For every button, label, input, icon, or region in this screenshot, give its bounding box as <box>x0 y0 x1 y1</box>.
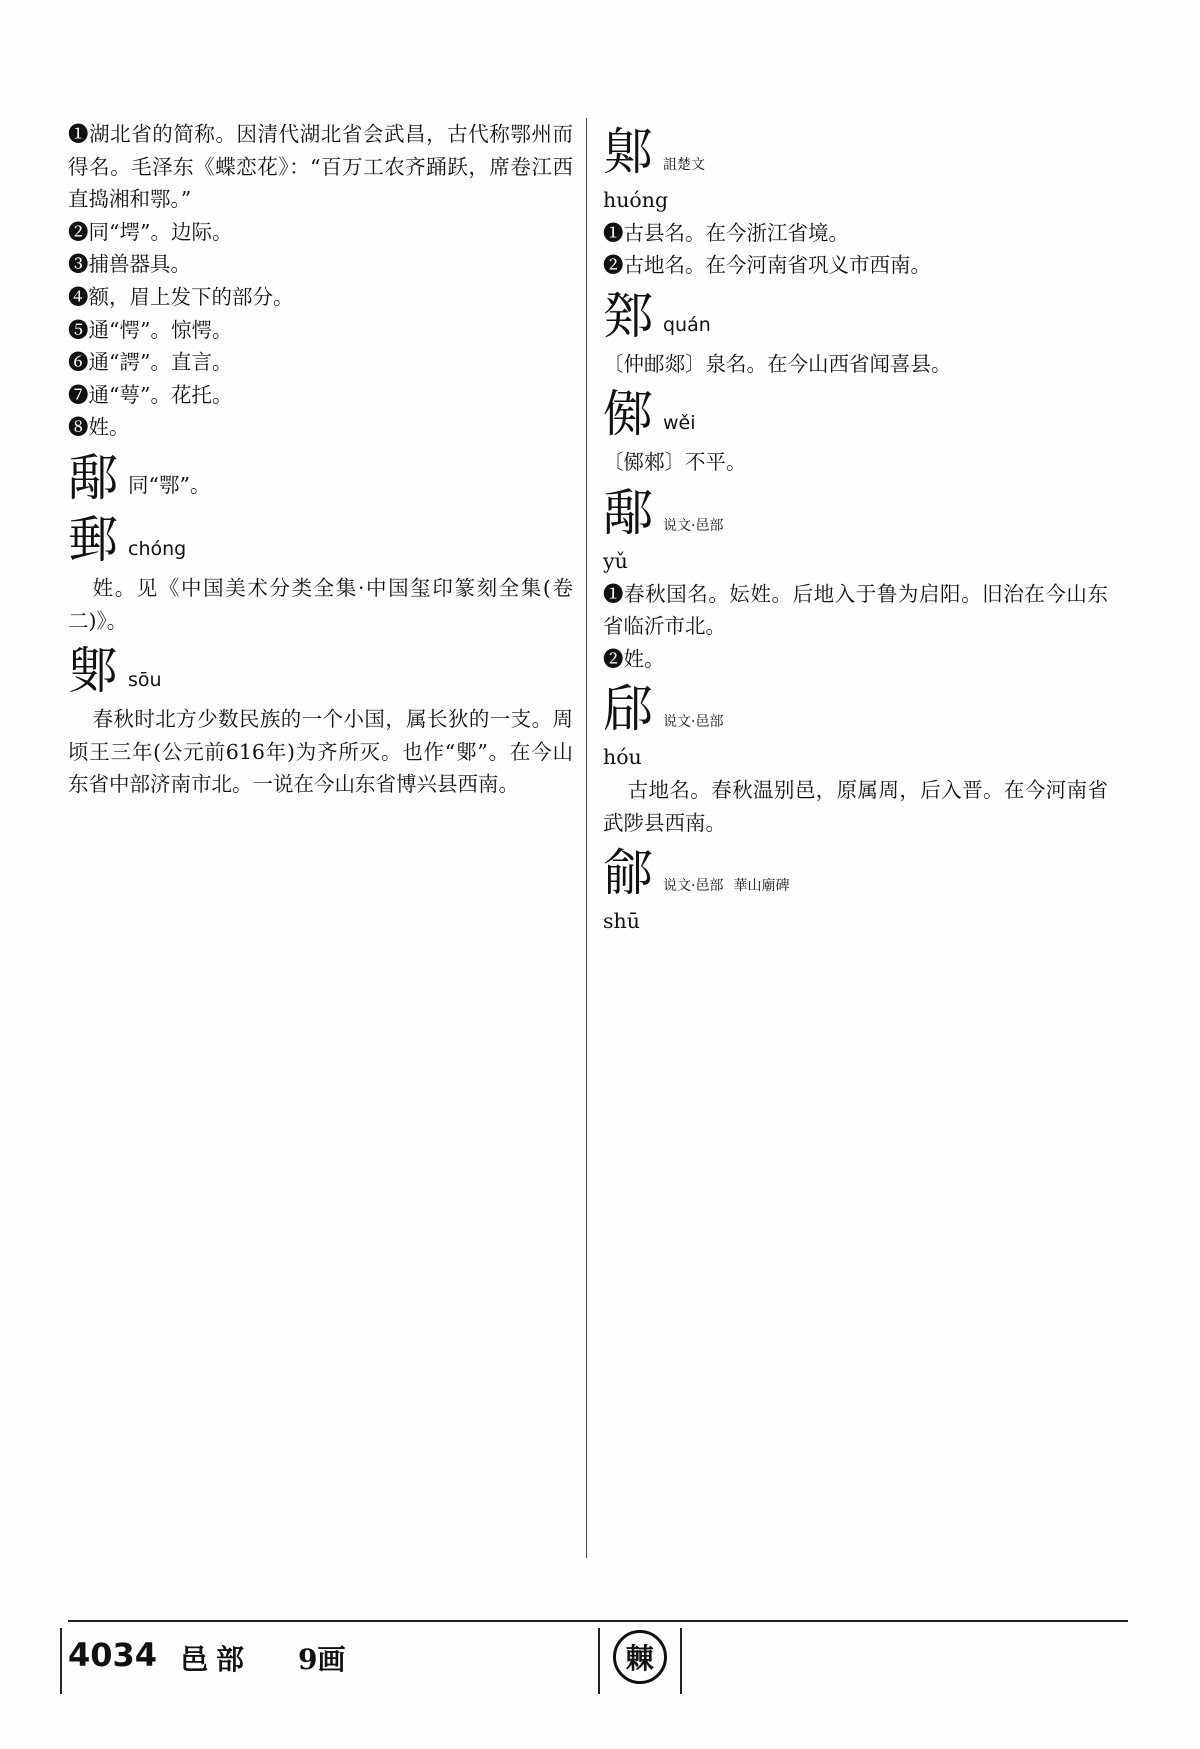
column-divider <box>586 118 587 1558</box>
page-footer <box>68 1628 1128 1708</box>
pinyin: huóng <box>603 188 669 212</box>
headword: 鄋 <box>68 642 118 701</box>
source-label: 詛楚文 <box>663 157 705 173</box>
right-column <box>603 118 1108 938</box>
headword: 鄃 <box>603 844 653 903</box>
entry-head <box>68 643 573 699</box>
footer-bar-mid-left <box>598 1628 600 1694</box>
pinyin-line <box>603 184 1108 217</box>
sense-3: ❸捕兽器具。 <box>68 252 191 277</box>
entry-text: 姓。见《中国美术分类全集·中国玺印篆刻全集(卷二)》。 <box>68 575 573 633</box>
footer-bar-left <box>60 1628 62 1694</box>
sense-2: ❷姓。 <box>603 646 665 671</box>
pinyin: shū <box>603 909 640 934</box>
pinyin: hóu <box>603 745 642 770</box>
sense-6: ❻通“諤”。直言。 <box>68 350 233 375</box>
radical-label: 邑部 <box>180 1643 253 1676</box>
stroke-count: 9画 <box>298 1643 346 1676</box>
pinyin: quán <box>663 313 711 336</box>
sense-1: ❶春秋国名。妘姓。后地入于鲁为启阳。旧治在今山东省临沂市北。 <box>603 581 1108 639</box>
publisher-seal-icon: 㯥 <box>613 1630 667 1684</box>
headword: 鄅 <box>603 483 653 542</box>
headword: 鄅 <box>68 448 118 507</box>
pinyin-line <box>603 741 1108 774</box>
pinyin-line <box>603 545 1108 578</box>
entry-head <box>603 386 1108 442</box>
sense-2: ❷古地名。在今河南省巩义市西南。 <box>603 253 931 278</box>
pinyin: chóng <box>128 537 187 560</box>
inline-definition: 同“鄂”。 <box>128 472 211 497</box>
left-column <box>68 118 573 801</box>
source-label: 说文·邑部 <box>663 517 724 534</box>
headword: 郵 <box>68 510 118 569</box>
sense-1: ❶古县名。在今浙江省境。 <box>603 220 849 245</box>
sense-8: ❽姓。 <box>68 415 130 440</box>
pinyin: yǔ <box>603 548 628 573</box>
footer-bar-mid-right <box>680 1628 682 1694</box>
pinyin: wěi <box>663 412 696 435</box>
entry-text: 〔鄇郲〕不平。 <box>603 450 747 475</box>
source-label: 華山廟碑 <box>733 878 790 895</box>
entry-head <box>603 681 1108 737</box>
headword: 鄇 <box>603 385 653 444</box>
headword: 鄓 <box>603 123 653 181</box>
entry-text: 古地名。春秋温别邑，原属周，后入晋。在今河南省武陟县西南。 <box>603 777 1108 835</box>
sense-4: ❹额，眉上发下的部分。 <box>68 284 294 309</box>
headword: 鄈 <box>603 286 653 345</box>
source-label: 说文·邑部 <box>663 878 724 895</box>
sense-1: ❶湖北省的简称。因清代湖北省会武昌，古代称鄂州而得名。毛泽东《蝶恋花》：“百万工农齐踊跃，席卷江西直捣湘和鄂。” <box>68 122 573 212</box>
entry-text: 〔仲邮郯〕泉名。在今山西省闻喜县。 <box>603 351 952 376</box>
entry-head <box>603 845 1108 901</box>
page-number: 4034 <box>68 1636 158 1674</box>
entry-head <box>603 288 1108 344</box>
two-column-body <box>68 118 1118 1608</box>
pinyin: sōu <box>128 669 162 692</box>
headword: 郈 <box>603 680 653 739</box>
source-label: 说文·邑部 <box>663 714 724 731</box>
pinyin-line <box>603 905 1108 938</box>
entry-head <box>603 485 1108 541</box>
entry-head <box>603 124 1108 180</box>
sense-2: ❷同“堮”。边际。 <box>68 219 233 244</box>
footer-rule <box>68 1620 1128 1622</box>
entry-head <box>68 450 573 506</box>
sense-5: ❺通“愕”。惊愕。 <box>68 317 233 342</box>
entry-head <box>68 512 573 568</box>
sense-7: ❼通“萼”。花托。 <box>68 382 233 407</box>
entry-text: 春秋时北方少数民族的一个小国，属长狄的一支。周顷王三年(公元前616年)为齐所灭。也作“鄋”。在今山东省中部济南市北。一说在今山东省博兴县西南。 <box>68 707 573 797</box>
